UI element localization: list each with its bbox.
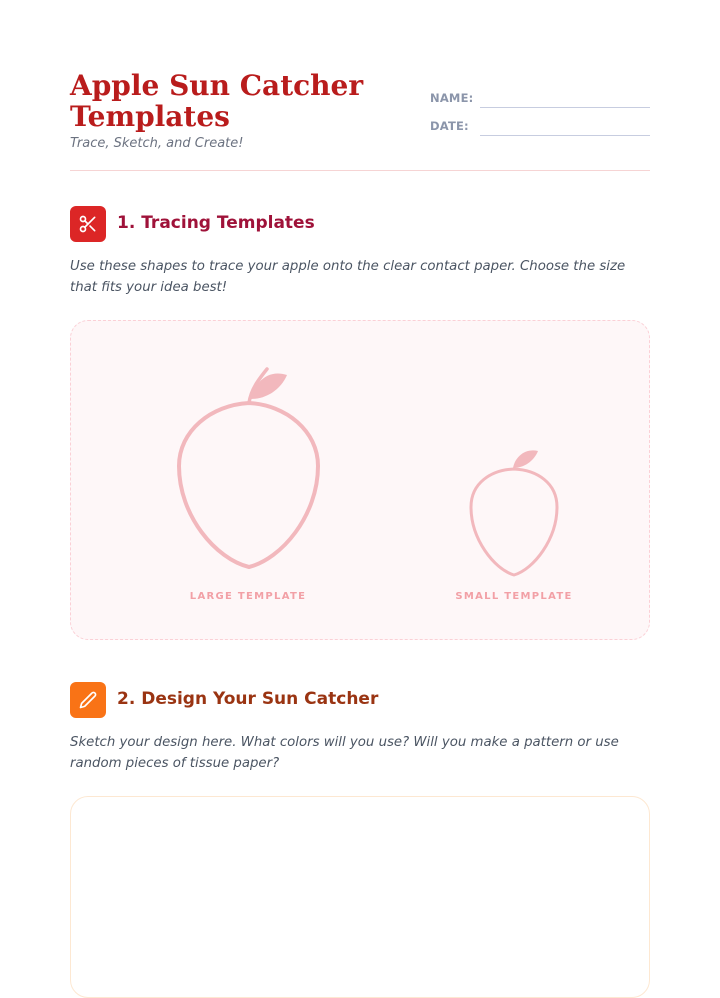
section-description-tracing: Use these shapes to trace your apple onto the clear contact paper. Choose the size that fits your idea best!: [70, 259, 626, 295]
section-title-tracing: 1. Tracing Templates: [117, 213, 315, 233]
page-subtitle: Trace, Sketch, and Create!: [70, 136, 244, 151]
date-field[interactable]: [480, 135, 650, 136]
page-title: Apple Sun Catcher Templates: [70, 69, 364, 133]
small-apple-outline: [471, 469, 557, 575]
section-description-design: Sketch your design here. What colors will you use? Will you make a pattern or use random pieces of tissue paper?: [70, 735, 619, 771]
name-field[interactable]: [480, 107, 650, 108]
small-apple-leaf: [513, 450, 538, 468]
header-divider: [70, 170, 650, 171]
pencil-icon: [70, 682, 106, 718]
date-label: DATE:: [430, 119, 469, 133]
name-label: NAME:: [430, 91, 474, 105]
small-template-label: SMALL TEMPLATE: [455, 591, 573, 602]
tracing-template-area: [70, 320, 650, 640]
scissors-icon: [70, 206, 106, 242]
large-apple-leaf: [251, 373, 287, 399]
section-title-design: 2. Design Your Sun Catcher: [117, 689, 379, 709]
sketch-area[interactable]: [70, 796, 650, 998]
large-template-label: LARGE TEMPLATE: [189, 591, 307, 602]
large-apple-outline: [179, 369, 318, 567]
